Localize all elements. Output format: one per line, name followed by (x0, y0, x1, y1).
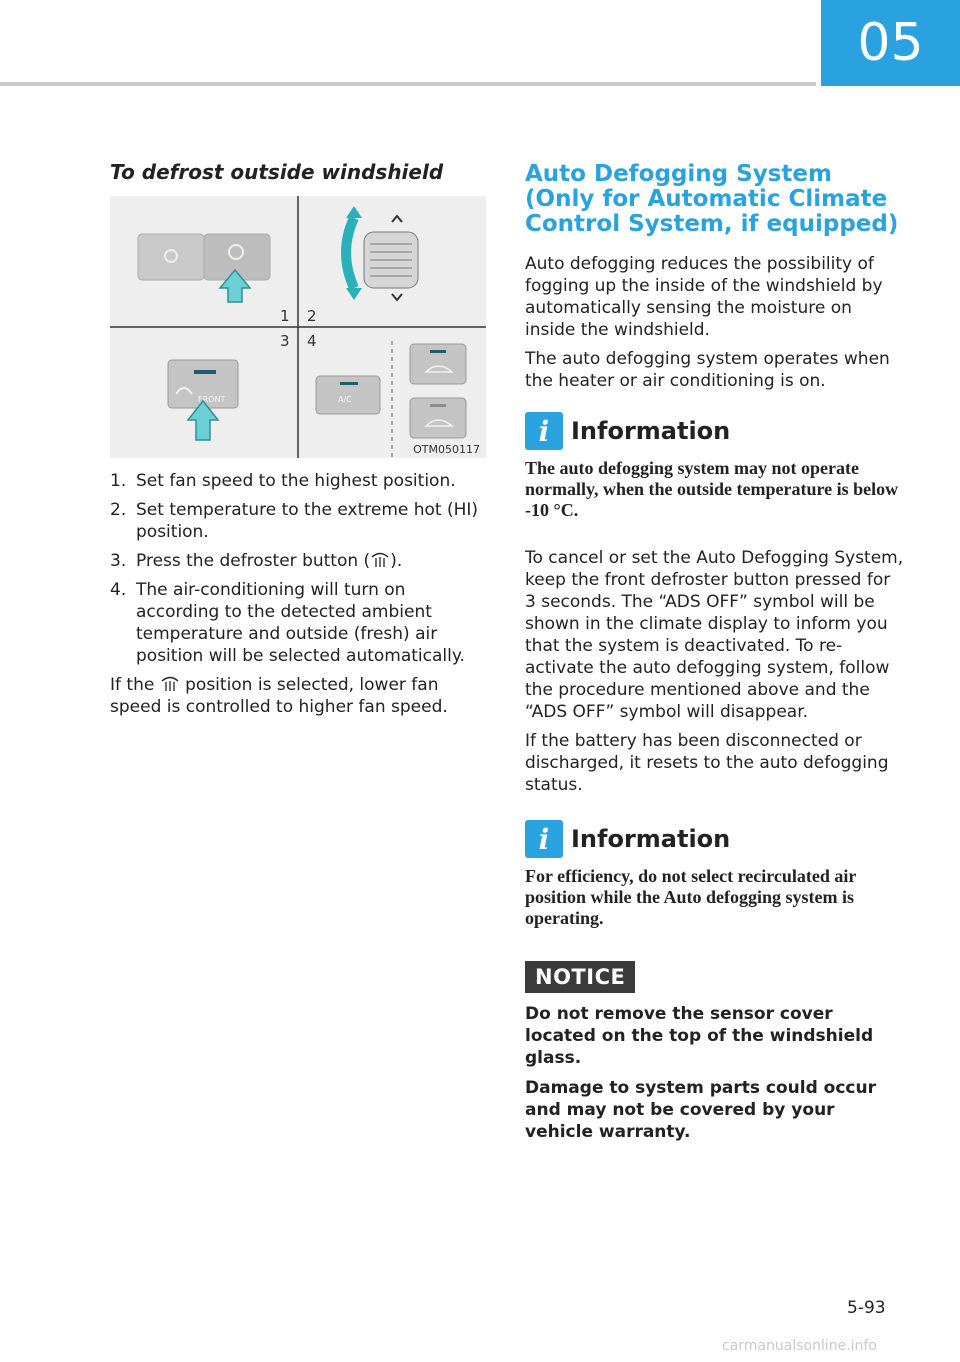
info-heading: i Information (525, 820, 905, 858)
rotate-arrow-head-down (346, 288, 362, 300)
figure-controls (110, 196, 486, 458)
info-icon: i (525, 820, 563, 858)
body-paragraph: If the battery has been disconnected or discharged, it resets to the auto defogging status. (525, 731, 889, 795)
header-rule (0, 82, 816, 86)
fan-low-button (138, 234, 204, 280)
list-item: 4. The air-conditioning will turn on according to the detected ambient temperature and outside (fresh) air position will be selected automatically. (110, 580, 465, 666)
callout-3: 3 (280, 332, 290, 350)
rotate-arrow-icon (346, 218, 354, 288)
defroster-icon (160, 675, 180, 693)
ac-indicator (340, 382, 358, 385)
body-paragraph: To cancel or set the Auto Defogging System, keep the front defroster button pressed for 3 seconds. The “ADS OFF” symbol will be shown in the climate display to inform you that the system is deactivated. To re-activate the auto defogging system, follow the procedure mentioned above and the “ADS OFF” symbol will disappear. (525, 548, 904, 722)
info-body: For efficiency, do not select recirculated air position while the Auto defogging system is operating. (525, 866, 857, 928)
callout-2: 2 (307, 307, 317, 325)
fan-speed-note: If the position is selected, lower fan speed is controlled to higher fan speed. (110, 675, 448, 717)
list-item: 2. Set temperature to the extreme hot (HI) position. (110, 500, 479, 542)
figure-code: OTM050117 (413, 443, 480, 456)
list-item: 3. Press the defroster button ( ). (110, 551, 403, 571)
ac-label: A/C (338, 395, 352, 404)
chevron-up-icon (392, 216, 402, 222)
chapter-tab: 05 (821, 0, 960, 86)
watermark: carmanualsonline.info (722, 1338, 877, 1354)
fresh-indicator (430, 404, 446, 407)
left-column (110, 160, 488, 725)
recirc-indicator (430, 350, 446, 353)
defroster-icon (370, 551, 390, 569)
right-column (525, 160, 905, 1151)
front-label: FRONT (198, 395, 226, 404)
notice-paragraph: Do not remove the sensor cover located on the top of the windshield glass. (525, 1004, 874, 1068)
section-title: Auto Defogging System (Only for Automatic Climate Control System, if equipped) (525, 161, 899, 237)
callout-1: 1 (280, 307, 290, 325)
figure-illustration (110, 196, 486, 458)
intro-paragraph: Auto defogging reduces the possibility of fogging up the inside of the windshield by automatically sensing the moisture on inside the windshield. (525, 254, 883, 340)
page-number: 5-93 (847, 1298, 886, 1318)
callout-4: 4 (307, 332, 317, 350)
info-icon: i (525, 412, 563, 450)
steps-list (110, 470, 488, 667)
subheading: To defrost outside windshield (110, 160, 444, 184)
intro-paragraph: The auto defogging system operates when the heater or air conditioning is on. (525, 349, 890, 391)
indicator-light (194, 370, 216, 374)
list-item: 1. Set fan speed to the highest position. (110, 471, 456, 491)
info-heading: i Information (525, 412, 905, 450)
notice-paragraph: Damage to system parts could occur and may not be covered by your vehicle warranty. (525, 1078, 876, 1142)
notice-badge: NOTICE (525, 961, 635, 993)
info-body: The auto defogging system may not operate normally, when the outside temperature is below -10 °C. (525, 458, 899, 520)
rotate-arrow-head-up (346, 206, 362, 218)
chevron-down-icon (392, 294, 402, 300)
